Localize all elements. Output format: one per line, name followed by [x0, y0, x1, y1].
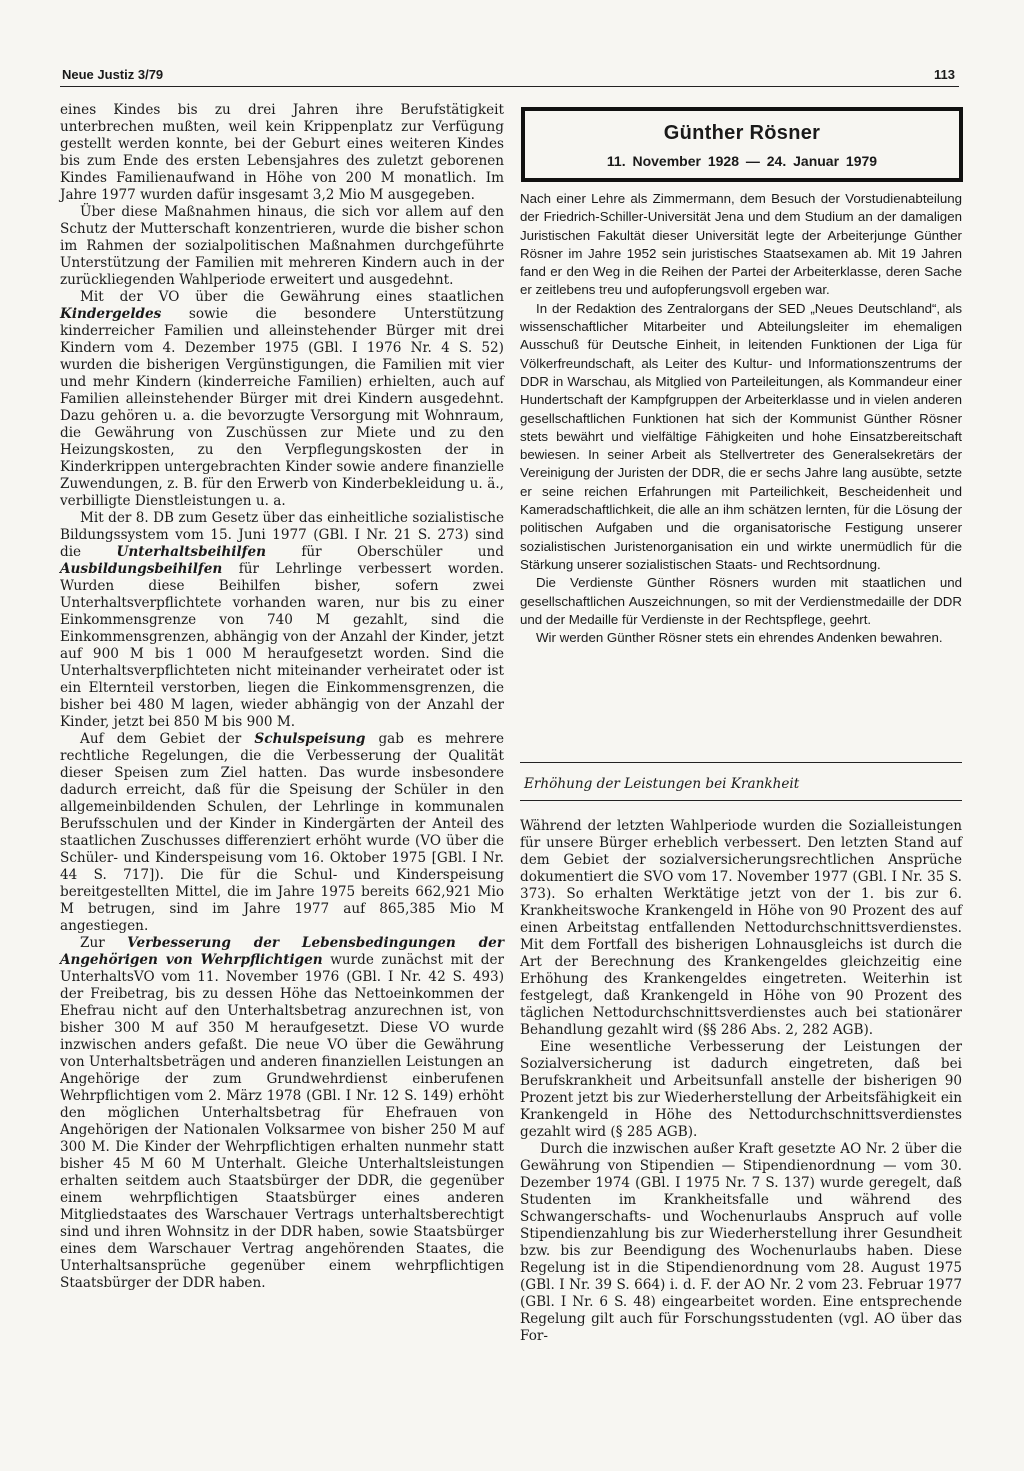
text-run: Auf dem Gebiet der: [80, 731, 255, 747]
section-paragraph: Während der letzten Wahlperiode wurden die Sozialleistungen für unsere Bürger erheblich verbessert. Den letzten Stand auf dem Gebiet der sozialversicherungsrechtlichen Ansprüche dokumentiert die SVO vom 17. November 1977 (GBl. I Nr. 35 S. 373). So erhalten Werktätige jetzt von der 1. bis zur 6. Krankheitswoche Krankengeld in Höhe von 90 Prozent des auf einen Arbeitstag entfallenden Nettodurchschnittsverdienstes. Mit dem Fortfall des bisherigen Lohnausgleichs ist durch die Art der Berechnung des Krankengeldes gleichzeitig eine Erhöhung des Krankengeldes eingetreten. Weiterhin ist festgelegt, daß Krankengeld in Höhe von 90 Prozent des täglichen Nettodurchschnittsverdienstes auch bei stationärer Behandlung gezahlt wird (§§ 286 Abs. 2, 282 AGB).: [520, 818, 962, 1038]
page-number: 113: [934, 67, 955, 82]
obituary-box: [521, 107, 963, 182]
text-run: gab es mehrere rechtliche Regelungen, die die Verbesserung der Qualität dieser Speisen zum Ziel hatten. Das wurde insbesondere dadurch erreicht, daß für die Speisung der Schüler in den allgemeinbildenden Schulen, der Lehrlinge in kommunalen Berufsschulen und der Kinder in Kindergärten der Anteil des staatlichen Zuschusses differenziert erhöht wurde (VO über die Schüler- und Kinderspeisung vom 16. Oktober 1975 [GBl. I Nr. 44 S. 717]). Die für die Schul- und Kinderspeisung bereitgestellten Mittel, die im Jahre 1975 bereits 662,921 Mio M betrugen, sind im Jahre 1977 auf 865,385 Mio M angestiegen.: [60, 731, 504, 934]
text-run: eines Kindes bis zu drei Jahren ihre Berufstätigkeit unterbrechen mußten, weil kein Krippenplatz zur Verfügung gestellt werden konnte, bei der Geburt eines weiteren Kindes bis zum Ende des ersten Lebensjahres des zuletzt geborenen Kindes Familienaufwand in Höhe von 200 M monatlich. Im Jahre 1977 wurden dafür insgesamt 3,2 Mio M ausgegeben.: [60, 102, 504, 203]
text-run: Mit der 8. DB zum Gesetz über das einheitliche sozialistische Bildungssystem vom 15. Juni 1977 (GBl. I Nr. 21 S. 273) sind die: [60, 510, 504, 560]
text-run: für Oberschüler und: [266, 544, 504, 560]
obituary-dates: 11. November 1928 — 24. Januar 1979: [606, 153, 878, 169]
text-run: Zur: [80, 935, 128, 951]
paragraph: [60, 204, 504, 289]
text-run: wurde zunächst mit der UnterhaltsVO vom 11. November 1976 (GBl. I Nr. 42 S. 493) der Freibetrag, bis zu dessen Höhe das Nettoeinkommen der Ehefrau nicht auf den Unterhaltsbetrag anzurechnen ist, von bisher 300 M auf 350 M heraufgesetzt. Diese VO wurde inzwischen anders gefaßt. Die neue VO über die Gewährung von Unterhaltsbeträgen und anderen finanziellen Leistungen an Angehörige der zum Grundwehrdienst einberufenen Wehrpflichtigen vom 2. März 1978 (GBl. I Nr. 12 S. 149) erhöht den möglichen Unterhaltsbetrag für Ehefrauen von Angehörigen der Nationalen Volksarmee von bisher 250 M auf 300 M. Die Kinder der Wehrpflichtigen erhalten nunmehr statt bisher 45 M 60 M Unterhalt. Gleiche Unterhaltsleistungen erhalten seitdem auch Staatsbürger der DDR, die gegenüber einem wehrpflichtigen Staatsbürger eines anderen Mitgliedstaates des Warschauer Vertrags unterhaltsberechtigt sind und ihren Wohnsitz in der DDR haben, sowie Staatsbürger eines dem Warschauer Vertrag angehörenden Staates, die Unterhaltsansprüche gegenüber einem wehrpflichtigen Staatsbürger der DDR haben.: [60, 952, 504, 1291]
obituary-paragraph: Nach einer Lehre als Zimmermann, dem Besuch der Vorstudienabteilung der Friedrich-Schiller-Universität Jena und dem Studium an der damaligen Juristischen Fakultät dieser Universität legte der Arbeiterjunge Günther Rösner im Jahre 1952 sein juristisches Staatsexamen ab. Mit 19 Jahren fand er den Weg in die Reihen der Partei der Arbeiterklasse, deren Sache er zeitlebens treu und aufopferungsvoll ergeben war.: [520, 191, 962, 298]
text-run: Über diese Maßnahmen hinaus, die sich vor allem auf den Schutz der Mutterschaft konzentrieren, wurde die bisher schon im Rahmen der sozialpolitischen Maßnahmen durchgeführte Unterstützung der Familien mit mehreren Kindern auch in der zurückliegenden Wahlperiode erweitert und ausgedehnt.: [60, 204, 504, 288]
obituary-text: [520, 190, 962, 647]
journal-issue: Neue Justiz 3/79: [62, 67, 164, 82]
paragraph: [60, 731, 504, 935]
left-column: [60, 102, 504, 1292]
emphasis: Ausbildungsbeihilfen: [60, 561, 223, 577]
right-column-body: [520, 818, 962, 1345]
paragraph: [60, 510, 504, 731]
obituary-name: Günther Rösner: [663, 122, 821, 144]
emphasis: Unterhaltsbeihilfen: [116, 544, 266, 560]
text-run: sowie die besondere Unterstützung kinderreicher Familien und alleinstehender Bürger mit drei Kindern vom 4. Dezember 1975 (GBl. I 1976 Nr. 4 S. 52) wurden die bisherigen Vergünstigungen, die Familien mit vier und mehr Kindern (kinderreiche Familien) erhielten, auch auf Familien alleinstehender Bürger mit drei Kindern ausgedehnt. Dazu gehören u. a. die bevorzugte Versorgung mit Wohnraum, die Gewährung von Zuschüssen zur Miete und zu den Heizungskosten, zu den Verpflegungskosten der in Kinderkrippen untergebrachten Kinder sowie andere finanzielle Zuwendungen, z. B. für den Erwerb von Kinderbekleidung u. ä., verbilligte Dienstleistungen u. a.: [60, 306, 504, 509]
paragraph: [60, 102, 504, 204]
section-rule-bottom: [520, 800, 962, 801]
emphasis: Schulspeisung: [254, 731, 366, 747]
obituary-paragraph: Die Verdienste Günther Rösners wurden mit staatlichen und gesellschaftlichen Auszeichnungen, so mit der Verdienstmedaille der DDR und der Medaille für Verdienste in der Rechtspflege, geehrt.: [520, 575, 962, 627]
text-run: für Lehrlinge verbessert worden. Wurden diese Beihilfen bisher, sofern zwei Unterhaltsverpflichtete vorhanden waren, nur bis zu einer Einkommensgrenze von 740 M gezahlt, sind die Einkommensgrenzen, abhängig von der Anzahl der Kinder, jetzt auf 900 M bis 1 000 M heraufgesetzt worden. Sind die Unterhaltsverpflichteten nicht miteinander verheiratet oder ist ein Elternteil verstorben, liegen die Einkommensgrenzen, die bisher bei 480 M lagen, wieder abhängig von der Anzahl der Kinder, jetzt bei 850 M bis 900 M.: [60, 561, 504, 730]
emphasis: Verbesserung der Lebensbedingungen der Angehörigen von Wehrpflichtigen: [60, 935, 504, 968]
obituary-paragraph: Wir werden Günther Rösner stets ein ehrendes Andenken bewahren.: [536, 630, 943, 646]
paragraph: [60, 289, 504, 510]
section-paragraph: Durch die inzwischen außer Kraft gesetzte AO Nr. 2 über die Gewährung von Stipendien — Stipendienordnung — vom 30. Dezember 1974 (GBl. I 1975 Nr. 7 S. 137) wurde geregelt, daß Studenten im Krankheitsfalle und während des Schwangerschafts- und Wochenurlaubs Anspruch auf volle Stipendienzahlung bis zur Wiederherstellung ihrer Gesundheit bzw. bis zur Beendigung des Wochenurlaubs haben. Diese Regelung ist in die Stipendienordnung vom 28. August 1975 (GBl. I Nr. 39 S. 664) i. d. F. der AO Nr. 2 vom 23. Februar 1977 (GBl. I Nr. 6 S. 48) eingearbeitet worden. Eine entsprechende Regelung gilt auch für Forschungsstudenten (vgl. AO über das For-: [520, 1141, 962, 1344]
text-run: Mit der VO über die Gewährung eines staatlichen: [80, 289, 504, 305]
emphasis: Kindergeldes: [60, 306, 162, 322]
paragraph: [60, 935, 504, 1292]
section-title: Erhöhung der Leistungen bei Krankheit: [524, 776, 800, 792]
obituary-paragraph: In der Redaktion des Zentralorgans der SED „Neues Deutschland“, als wissenschaftlicher Mitarbeiter und Abteilungsleiter im ehemaligen Ausschuß für Deutsche Einheit, in leitenden Funktionen der Liga für Völkerfreundschaft, als Leiter des Kultur- und Informationszentrums der DDR in Warschau, als Mitglied von Parteileitungen, als Kommandeur einer Hundertschaft der Kampfgruppen der Arbeiterklasse und in vielen anderen gesellschaftlichen Funktionen hat sich der Kommunist Günther Rösner stets bewährt und vielfältige Fähigkeiten und hohe Einsatzbereitschaft bewiesen. In seiner Arbeit als Stellvertreter des Generalsekretärs der Vereinigung der Juristen der DDR, die er sechs Jahre lang ausübte, setzte er seine reichen Erfahrungen mit Parteilichkeit, Bescheidenheit und Kameradschaftlichkeit, die alle an ihm schätzen lernten, für die Lösung der politischen Aufgaben und die organisatorische Festigung unserer sozialistischen Juristenorganisation ein und wirkte unermüdlich für die Stärkung unserer sozialistischen Staats- und Rechtsordnung.: [520, 300, 962, 572]
section-paragraph: Eine wesentliche Verbesserung der Leistungen der Sozialversicherung ist dadurch eingetreten, daß bei Berufskrankheit und Arbeitsunfall anstelle der bisherigen 90 Prozent jetzt bis zur Wiederherstellung der Arbeitsfähigkeit ein Krankengeld in Höhe des Nettodurchschnittsverdienstes gezahlt wird (§ 285 AGB).: [520, 1039, 962, 1140]
section-rule-top: [520, 762, 962, 763]
running-header: [60, 64, 959, 87]
